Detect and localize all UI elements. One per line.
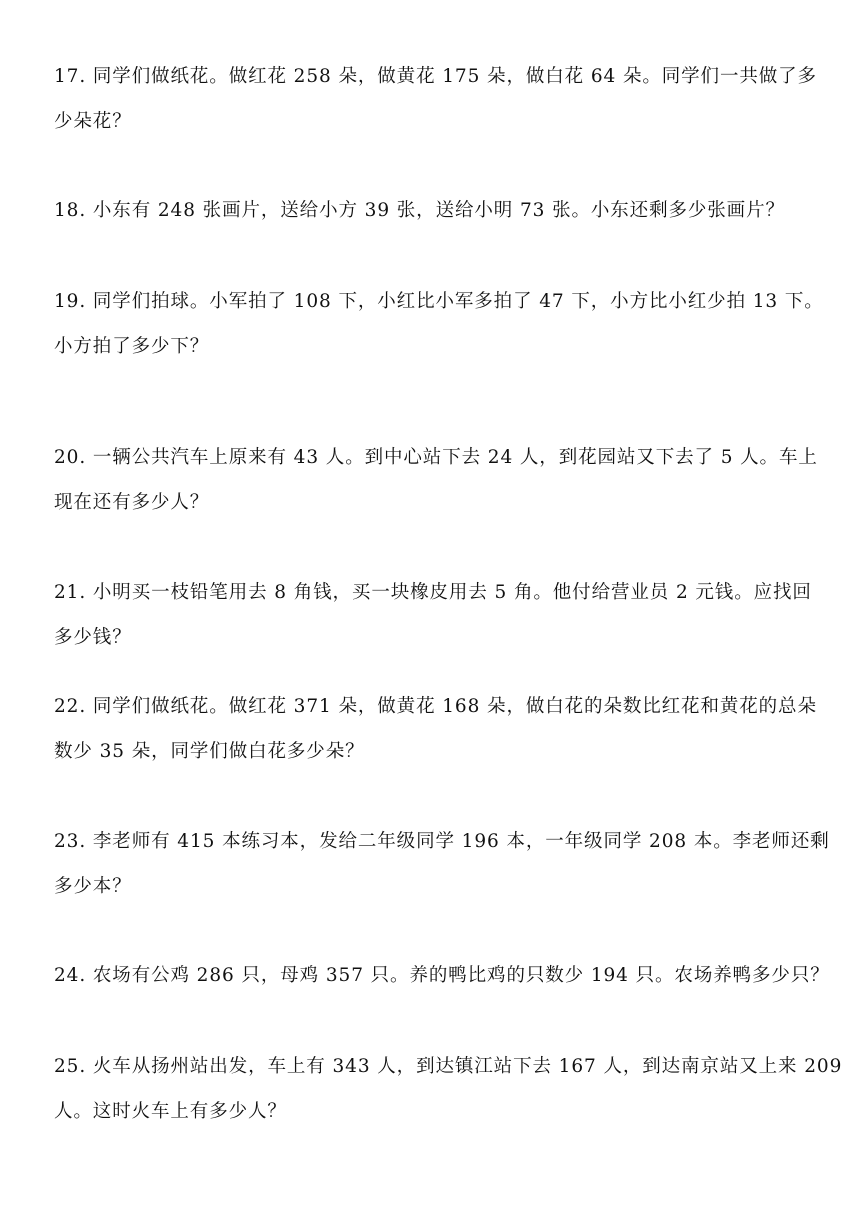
problem-22-line-1: 22. 同学们做纸花。做红花 371 朵，做黄花 168 朵，做白花的朵数比红花和黄花的总朵 (54, 696, 817, 717)
problem-23-line-1: 23. 李老师有 415 本练习本，发给二年级同学 196 本，一年级同学 208 本。李老师还剩 (54, 831, 830, 852)
problem-23-line-2: 多少本？ (54, 876, 132, 897)
problem-21 (54, 570, 812, 660)
problem-20-line-1: 20. 一辆公共汽车上原来有 43 人。到中心站下去 24 人，到花园站又下去了 5 人。车上 (54, 447, 818, 468)
problem-23 (54, 819, 830, 909)
problem-17 (54, 54, 817, 144)
problem-20 (54, 435, 818, 525)
problem-19-line-1: 19. 同学们拍球。小军拍了 108 下，小红比小军多拍了 47 下，小方比小红少拍 13 下。 (54, 291, 824, 312)
problem-22-line-2: 数少 35 朵，同学们做白花多少朵？ (54, 741, 365, 762)
problem-25 (54, 1044, 843, 1134)
problem-18 (54, 188, 812, 233)
problem-24-line-1: 24. 农场有公鸡 286 只，母鸡 357 只。养的鸭比鸡的只数少 194 只。农场养鸭多少只？ (54, 965, 830, 986)
problem-19-line-2: 小方拍了多少下？ (54, 336, 210, 357)
problem-20-line-2: 现在还有多少人？ (54, 492, 210, 513)
problem-17-line-2: 少朵花？ (54, 111, 132, 132)
problem-21-line-1: 21. 小明买一枝铅笔用去 8 角钱，买一块橡皮用去 5 角。他付给营业员 2 元钱。应找回 (54, 582, 812, 603)
problem-25-line-1: 25. 火车从扬州站出发，车上有 343 人，到达镇江站下去 167 人，到达南京站又上来 209 (54, 1056, 843, 1077)
problem-22 (54, 684, 817, 774)
problem-25-line-2: 人。这时火车上有多少人？ (54, 1101, 287, 1122)
problem-17-line-1: 17. 同学们做纸花。做红花 258 朵，做黄花 175 朵，做白花 64 朵。同学们一共做了多 (54, 66, 817, 87)
problem-18-line-1: 18. 小东有 248 张画片，送给小方 39 张，送给小明 73 张。小东还剩多少张画片？ (54, 200, 785, 221)
problem-24 (54, 953, 830, 998)
problem-19 (54, 279, 824, 369)
problem-21-line-2: 多少钱？ (54, 627, 132, 648)
